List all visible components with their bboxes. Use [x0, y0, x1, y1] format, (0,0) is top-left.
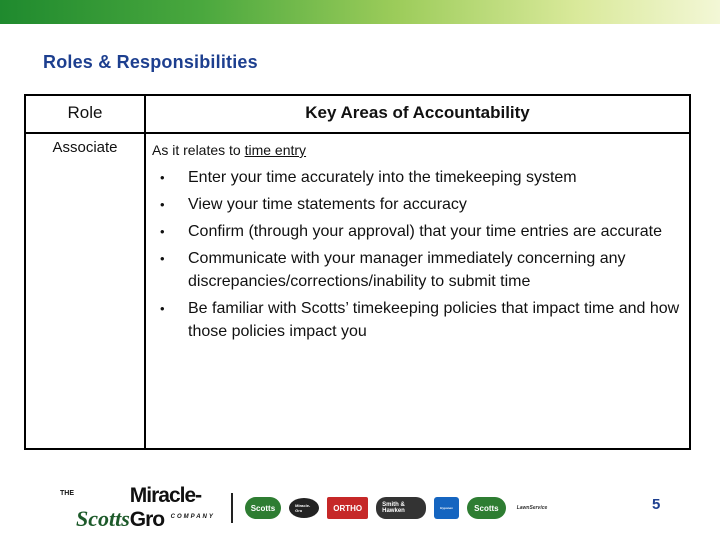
- bullet-icon: •: [160, 197, 165, 212]
- logo-company: COMPANY: [170, 514, 215, 520]
- hyponex-brand-logo: [434, 497, 459, 519]
- page-number: 5: [652, 496, 661, 513]
- column-divider: [144, 96, 146, 448]
- intro-prefix: As it relates to: [152, 142, 245, 158]
- roles-table: [24, 94, 691, 450]
- header-key-areas: Key Areas of Accountability: [305, 103, 530, 122]
- header-role: Role: [67, 103, 103, 122]
- bullet-icon: •: [160, 301, 165, 316]
- footer-logos: [60, 484, 550, 531]
- top-gradient-band: [0, 0, 720, 24]
- miracle-gro-brand-text: Miracle-Gro: [295, 503, 311, 513]
- bullet-icon: •: [160, 170, 165, 185]
- list-item: [152, 247, 687, 293]
- list-item-text: Be familiar with Scotts’ timekeeping policies that impact time and how those policies impact you: [188, 300, 680, 340]
- header-divider: [26, 132, 689, 134]
- miracle-gro-brand-logo: [289, 498, 319, 518]
- list-item: [152, 166, 687, 189]
- scotts-miracle-gro-logo: [60, 484, 219, 532]
- ortho-brand-logo: ORTHO: [327, 497, 368, 519]
- intro-underlined: time entry: [244, 142, 307, 158]
- list-item-text: Enter your time accurately into the timekeeping system: [188, 169, 577, 186]
- list-item: [152, 220, 687, 243]
- intro-text: [152, 142, 306, 158]
- page-title: Roles & Responsibilities: [43, 52, 258, 72]
- list-item-text: Communicate with your manager immediately concerning any discrepancies/corrections/inability to submit time: [188, 250, 626, 290]
- bullet-icon: •: [160, 251, 165, 266]
- logo-miracle-gro: Miracle-Gro: [129, 484, 202, 531]
- scotts-brand-logo: Scotts: [245, 497, 281, 519]
- role-cell: Associate: [52, 139, 118, 156]
- logo-separator: [231, 493, 233, 523]
- accountability-list: [152, 166, 687, 347]
- bullet-icon: •: [160, 224, 165, 239]
- list-item: [152, 193, 687, 216]
- list-item-text: Confirm (through your approval) that your time entries are accurate: [188, 223, 662, 240]
- lawnservice-brand-logo: LawnService: [516, 505, 548, 511]
- list-item-text: View your time statements for accuracy: [188, 196, 467, 213]
- list-item: [152, 297, 687, 343]
- smith-hawken-brand-logo: Smith & Hawken: [376, 497, 426, 519]
- logo-scotts: Scotts: [76, 506, 130, 531]
- scotts-lawnservice-brand-logo: Scotts: [467, 497, 506, 519]
- hyponex-brand-text: Hyponex: [440, 506, 453, 510]
- logo-the: THE: [60, 490, 74, 497]
